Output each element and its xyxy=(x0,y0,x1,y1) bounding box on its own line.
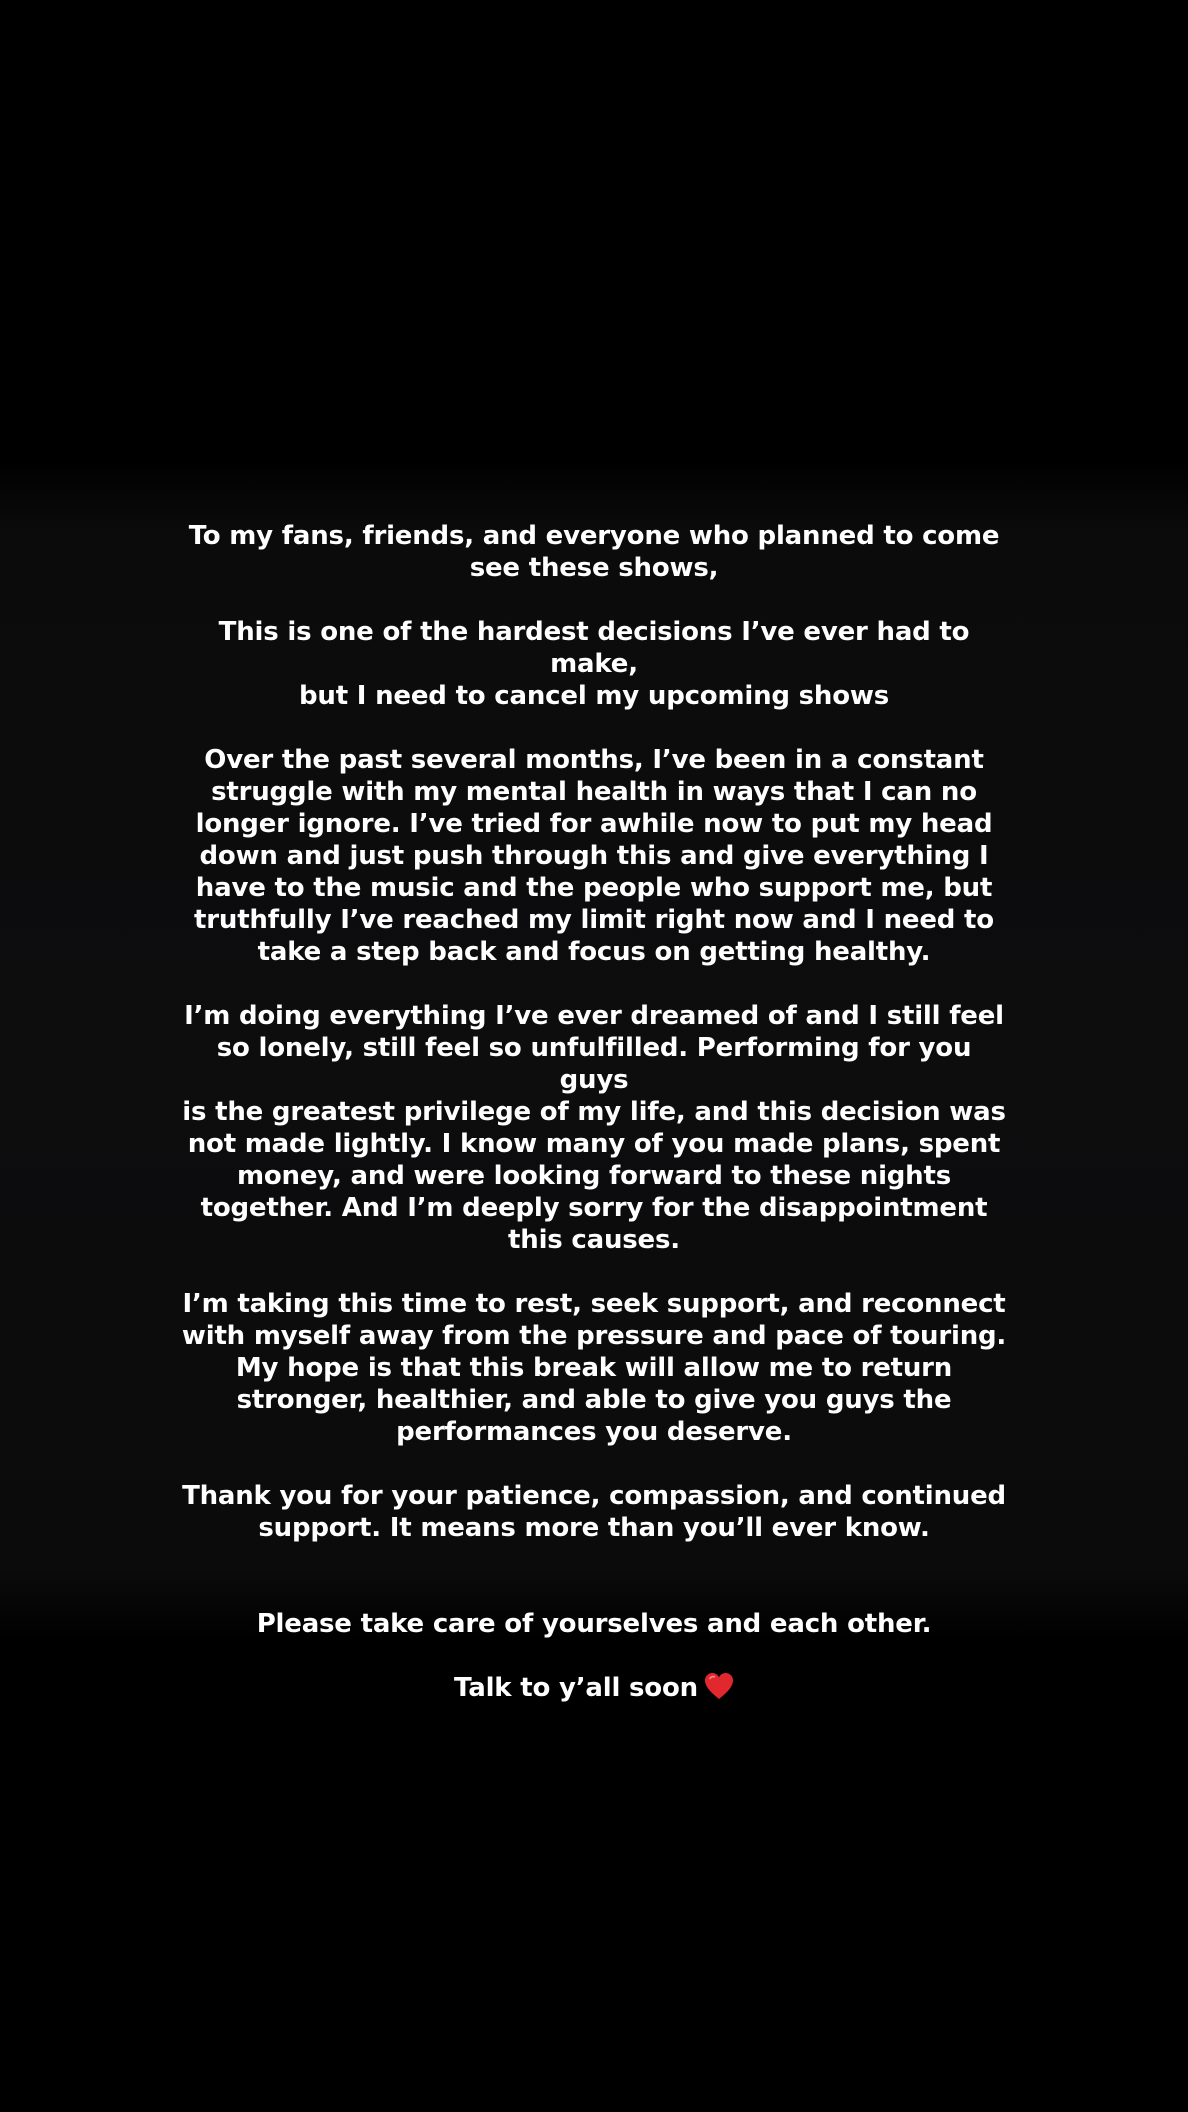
red-heart-icon xyxy=(704,1672,734,1700)
closing-line-2: Talk to y’all soon xyxy=(454,1673,698,1703)
message-paragraph-6: Thank you for your patience, compassion, and continued support. It means more than you’ll ever know. xyxy=(182,1481,1006,1543)
message-paragraph-1: To my fans, friends, and everyone who planned to come see these shows, xyxy=(188,521,1000,583)
message-paragraph-3: Over the past several months, I’ve been in a constant struggle with my mental health in ways that I can no longer ignore. I’ve tried for awhile now to put my head down and just push through this and give everything I have to the music and the people who support me, but truthfully I’ve reached my limit right now and I need to take a step back and focus on getting healthy. xyxy=(194,745,994,967)
closing-line-2-wrapper xyxy=(180,1672,1008,1704)
message-text-block xyxy=(180,520,1008,1736)
closing-line-1: Please take care of yourselves and each other. xyxy=(256,1609,932,1639)
message-paragraph-4: I’m doing everything I’ve ever dreamed of and I still feel so lonely, still feel so unfulfilled. Performing for you guys is the greatest privilege of my life, and this decision was not made lightly. I know many of you made plans, spent money, and were looking forward to these nights together. And I’m deeply sorry for the disappointment this causes. xyxy=(182,1001,1006,1255)
message-paragraph-5: I’m taking this time to rest, seek support, and reconnect with myself away from the pressure and pace of touring. My hope is that this break will allow me to return stronger, healthier, and able to give you guys the performances you deserve. xyxy=(181,1289,1007,1447)
closing-paragraph xyxy=(180,1576,1008,1736)
message-paragraph-2: This is one of the hardest decisions I’ve ever had to make, but I need to cancel my upcoming shows xyxy=(218,617,970,711)
